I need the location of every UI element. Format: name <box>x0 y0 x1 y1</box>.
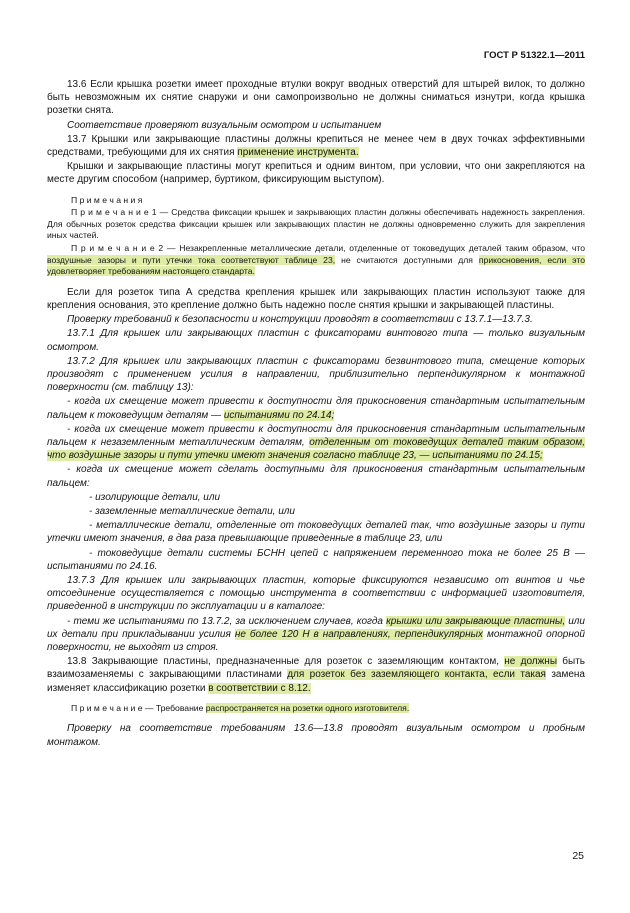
text-run: Крышки и закрывающие пластины могут крепиться и одним винтом, при условии, что они закрепляются на месте другим способом (например, буртиком, фиксирующим выступом). <box>47 161 585 186</box>
paragraph <box>47 519 585 545</box>
text-run: 13.8 Закрывающие пластины, предназначенные для розеток с заземляющим контактом, <box>67 656 505 668</box>
text-run: - когда их смещение может привести к доступности для прикосновения стандартным испытательным пальцем к незаземленным металлическим деталям, <box>47 423 585 449</box>
highlighted-text: не должны <box>504 656 558 668</box>
document-body <box>47 78 585 749</box>
text-run: монтажной опорной поверхности, не выходят из строя. <box>47 628 585 654</box>
text-run: Соответствие проверяют визуальным осмотром и испытанием <box>67 119 382 131</box>
text-run: или их детали при прикладывании усилия <box>47 615 585 640</box>
highlighted-text: отделенным от токоведущих деталей таким образом, что воздушные зазоры и пути утечки имеют значения согласно таблице 23, — испытаниями по 24.15; <box>47 437 585 462</box>
paragraph <box>47 119 585 132</box>
paragraph <box>47 78 585 118</box>
text-run: Проверку требований к безопасности и конструкции проводят в соответствии с 13.7.1—13.7.3. <box>67 314 533 326</box>
text-run: 13.7.1 Для крышек или закрывающих пластин с фиксаторами винтового типа — только визуальным осмотром. <box>47 328 585 353</box>
paragraph <box>47 207 585 242</box>
paragraph <box>47 463 585 489</box>
text-run: быть взаимозаменяемы с закрывающими пластинами <box>47 656 586 681</box>
paragraph <box>47 722 585 748</box>
text-run: - металлические детали, отделенные от токоведущих деталей так, что воздушные зазоры и пути утечки имеют значения, в два раза превышающие приведенные в таблице 23, или <box>47 520 585 545</box>
page-number: 25 <box>572 850 584 862</box>
paragraph <box>47 395 585 421</box>
paragraph <box>47 547 585 573</box>
paragraph <box>47 491 585 504</box>
text-run: замена изменяет классификацию розетки <box>47 669 585 694</box>
paragraph <box>47 355 585 395</box>
text-run: 13.7.2 Для крышек или закрывающих пластин с фиксаторами безвинтового типа, смещение которых производят с применением усилия в направлении, приблизительно перпендикулярном к монтажной поверхности (см. таблицу 13): <box>47 355 585 394</box>
text-run: Проверку на соответствие требованиям 13.6—13.8 проводят визуальным осмотром и пробным монтажом. <box>47 723 585 748</box>
paragraph <box>47 423 585 463</box>
paragraph <box>47 160 585 186</box>
highlighted-text: в соответствии с 8.12. <box>208 682 311 694</box>
text-run: - теми же испытаниями по 13.7.2, за исключением случаев, когда <box>67 615 387 627</box>
text-run: 13.7.3 Для крышек или закрывающих пластин, которые фиксируются независимо от винтов и чье отсоединение осуществляется с помощью инструмента в соответствии с информацией изготовителя, приведенной в инструкции по эксплуатации и в каталоге: <box>47 575 585 613</box>
text-run: П р и м е ч а н и е 1 — Средства фиксации крышек и закрывающих пластин должны обеспечивать надежность закрепления. Для обычных розеток средства фиксации крышек или закрывающих пластин не должны одновременно служить для закрепления иных частей. <box>47 207 585 241</box>
highlighted-text: применение инструмента. <box>237 147 359 159</box>
text-run: П р и м е ч а н и е 2 — Незакрепленные металлические детали, отделенные от токоведущих деталей таким образом, что <box>71 243 585 253</box>
paragraph <box>47 655 585 695</box>
text-run: - когда их смещение может привести к доступности для прикосновения стандартным испытательным пальцем к токоведущим деталям — <box>47 396 585 421</box>
text-run: 13.6 Если крышка розетки имеет проходные втулки вокруг вводных отверстий для штырей вилок, то должно быть невозможным их снятие снаружи и они самопроизвольно не должны сниматься изнутри, когда крышка розетки снята. <box>47 79 585 117</box>
text-run: П р и м е ч а н и е — Требование <box>71 702 206 713</box>
text-run: - изолирующие детали, или <box>89 491 221 503</box>
paragraph <box>47 313 585 326</box>
paragraph <box>47 505 585 518</box>
paragraph <box>47 327 585 353</box>
paragraph <box>47 703 585 715</box>
highlighted-text: для розеток без заземляющего контакта, если такая <box>287 669 546 681</box>
highlighted-text: испытаниями по 24.14; <box>223 409 335 421</box>
highlighted-text: не более 120 Н в направлениях, перпендикулярных <box>234 628 483 640</box>
text-run: Если для розеток типа А средства крепления крышек или закрывающих пластин используют также для крепления основания, это крепление должно быть надежно после снятия крышки и закрывающей пластины. <box>47 286 585 311</box>
text-run: не считаются доступными для <box>335 254 479 265</box>
text-run: - когда их смещение может сделать доступными для прикосновения стандартным испытательным пальцем: <box>47 464 585 489</box>
paragraph <box>47 243 585 278</box>
highlighted-text: воздушные зазоры и пути утечки тока соответствуют таблице 23, <box>47 254 336 265</box>
text-run: - токоведущие детали системы БСНН цепей с напряжением переменного тока не более 25 В — испытаниями по 24.16. <box>47 547 585 572</box>
highlighted-text: крышки или закрывающие пластины, <box>386 615 566 627</box>
text-run: П р и м е ч а н и я <box>71 194 143 205</box>
highlighted-text: прикосновения, если это удовлетворяет требованиям настоящего стандарта. <box>47 254 585 277</box>
paragraph <box>47 195 585 207</box>
text-run: 13.7 Крышки или закрывающие пластины должны крепиться не менее чем в двух точках эффективными средствами, требующими для их снятия <box>47 133 585 159</box>
paragraph <box>47 615 585 655</box>
paragraph <box>47 574 585 614</box>
paragraph <box>47 286 585 312</box>
text-run: - заземленные металлические детали, или <box>89 506 295 518</box>
highlighted-text: распространяется на розетки одного изготовителя. <box>205 702 410 713</box>
running-header: ГОСТ Р 51322.1—2011 <box>483 50 585 61</box>
paragraph <box>47 133 585 159</box>
